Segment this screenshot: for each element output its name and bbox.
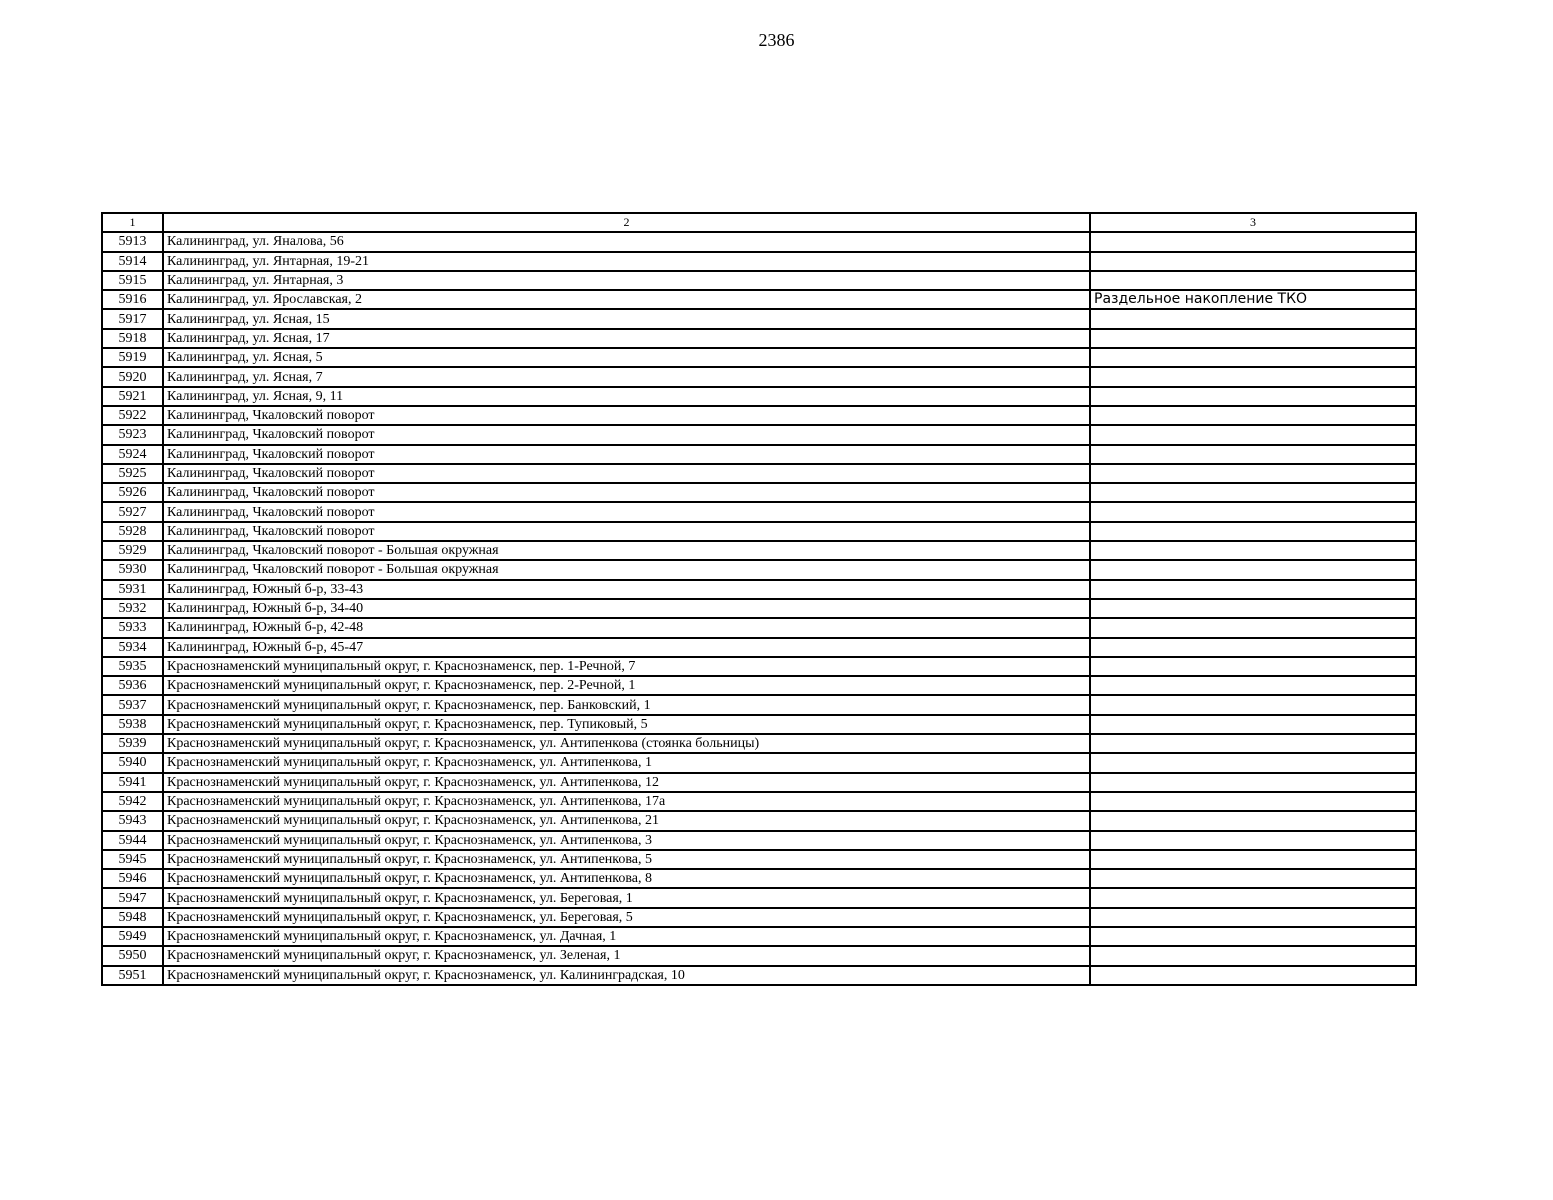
row-address: Калининград, Чкаловский поворот (163, 502, 1090, 521)
row-note (1090, 753, 1416, 772)
row-note (1090, 464, 1416, 483)
table-row (102, 502, 1416, 521)
row-number: 5948 (102, 908, 163, 927)
row-address: Калининград, ул. Ясная, 7 (163, 367, 1090, 386)
row-number: 5944 (102, 831, 163, 850)
row-number: 5947 (102, 888, 163, 907)
row-address: Краснознаменский муниципальный округ, г. Краснознаменск, ул. Антипенкова, 12 (163, 773, 1090, 792)
row-address: Калининград, Чкаловский поворот (163, 464, 1090, 483)
row-note (1090, 425, 1416, 444)
row-address: Калининград, ул. Ярославская, 2 (163, 290, 1090, 309)
row-number: 5919 (102, 348, 163, 367)
row-address: Калининград, ул. Яналова, 56 (163, 232, 1090, 251)
table-row (102, 908, 1416, 927)
row-number: 5933 (102, 618, 163, 637)
table-row (102, 811, 1416, 830)
row-address: Краснознаменский муниципальный округ, г. Краснознаменск, ул. Зеленая, 1 (163, 946, 1090, 965)
row-note (1090, 927, 1416, 946)
table-row (102, 445, 1416, 464)
row-address: Калининград, Чкаловский поворот (163, 425, 1090, 444)
row-note (1090, 618, 1416, 637)
row-address: Калининград, ул. Ясная, 17 (163, 329, 1090, 348)
row-number: 5920 (102, 367, 163, 386)
row-number: 5951 (102, 966, 163, 985)
row-note (1090, 773, 1416, 792)
table-header-row (102, 213, 1416, 232)
row-number: 5950 (102, 946, 163, 965)
row-number: 5946 (102, 869, 163, 888)
row-address: Калининград, Чкаловский поворот - Большая окружная (163, 560, 1090, 579)
row-number: 5917 (102, 309, 163, 328)
row-number: 5930 (102, 560, 163, 579)
row-address: Краснознаменский муниципальный округ, г. Краснознаменск, пер. 2-Речной, 1 (163, 676, 1090, 695)
row-note (1090, 502, 1416, 521)
row-number: 5928 (102, 522, 163, 541)
table-row (102, 888, 1416, 907)
row-address: Краснознаменский муниципальный округ, г. Краснознаменск, ул. Дачная, 1 (163, 927, 1090, 946)
row-note (1090, 580, 1416, 599)
row-address: Калининград, Чкаловский поворот (163, 483, 1090, 502)
row-number: 5916 (102, 290, 163, 309)
row-note (1090, 387, 1416, 406)
row-number: 5939 (102, 734, 163, 753)
row-note (1090, 715, 1416, 734)
row-note (1090, 888, 1416, 907)
table-row (102, 676, 1416, 695)
row-number: 5925 (102, 464, 163, 483)
row-number: 5932 (102, 599, 163, 618)
table-row (102, 348, 1416, 367)
row-number: 5918 (102, 329, 163, 348)
row-number: 5922 (102, 406, 163, 425)
table-row (102, 271, 1416, 290)
row-number: 5923 (102, 425, 163, 444)
page-number: 2386 (758, 30, 795, 50)
table-row (102, 309, 1416, 328)
row-address: Калининград, Южный б-р, 42-48 (163, 618, 1090, 637)
row-note (1090, 522, 1416, 541)
row-address: Калининград, ул. Ясная, 15 (163, 309, 1090, 328)
row-note (1090, 908, 1416, 927)
row-address: Калининград, ул. Ясная, 9, 11 (163, 387, 1090, 406)
row-number: 5921 (102, 387, 163, 406)
row-note (1090, 850, 1416, 869)
table-row (102, 869, 1416, 888)
table-row (102, 541, 1416, 560)
row-note (1090, 811, 1416, 830)
table-row (102, 425, 1416, 444)
table-row (102, 695, 1416, 714)
row-address: Калининград, Чкаловский поворот - Большая окружная (163, 541, 1090, 560)
row-number: 5940 (102, 753, 163, 772)
table-row (102, 406, 1416, 425)
table-row (102, 560, 1416, 579)
row-note (1090, 483, 1416, 502)
table-row (102, 715, 1416, 734)
row-number: 5924 (102, 445, 163, 464)
row-number: 5936 (102, 676, 163, 695)
row-address: Краснознаменский муниципальный округ, г. Краснознаменск, ул. Антипенкова, 8 (163, 869, 1090, 888)
table-row (102, 290, 1416, 309)
table-row (102, 638, 1416, 657)
row-address: Калининград, Южный б-р, 45-47 (163, 638, 1090, 657)
table-row (102, 657, 1416, 676)
table-row (102, 792, 1416, 811)
table-row (102, 831, 1416, 850)
row-note (1090, 599, 1416, 618)
table-row (102, 773, 1416, 792)
row-address: Краснознаменский муниципальный округ, г. Краснознаменск, ул. Антипенкова, 5 (163, 850, 1090, 869)
row-address: Краснознаменский муниципальный округ, г. Краснознаменск, ул. Антипенкова, 17а (163, 792, 1090, 811)
row-number: 5943 (102, 811, 163, 830)
row-address: Краснознаменский муниципальный округ, г. Краснознаменск, ул. Антипенкова (стоянка больницы) (163, 734, 1090, 753)
row-note (1090, 367, 1416, 386)
row-number: 5935 (102, 657, 163, 676)
row-note (1090, 271, 1416, 290)
row-address: Калининград, Чкаловский поворот (163, 445, 1090, 464)
row-address: Калининград, ул. Янтарная, 3 (163, 271, 1090, 290)
row-number: 5942 (102, 792, 163, 811)
table-row (102, 522, 1416, 541)
row-note (1090, 695, 1416, 714)
row-note (1090, 232, 1416, 251)
row-note (1090, 676, 1416, 695)
table-row (102, 850, 1416, 869)
table-row (102, 966, 1416, 985)
row-address: Краснознаменский муниципальный округ, г. Краснознаменск, ул. Антипенкова, 3 (163, 831, 1090, 850)
table-row (102, 329, 1416, 348)
row-number: 5949 (102, 927, 163, 946)
row-number: 5927 (102, 502, 163, 521)
row-address: Краснознаменский муниципальный округ, г. Краснознаменск, ул. Калининградская, 10 (163, 966, 1090, 985)
column-header-note: 3 (1090, 213, 1416, 232)
row-note (1090, 406, 1416, 425)
row-address: Краснознаменский муниципальный округ, г. Краснознаменск, ул. Антипенкова, 1 (163, 753, 1090, 772)
row-number: 5915 (102, 271, 163, 290)
registry-table (101, 212, 1417, 986)
column-header-number: 1 (102, 213, 163, 232)
column-header-address: 2 (163, 213, 1090, 232)
row-address: Калининград, ул. Ясная, 5 (163, 348, 1090, 367)
row-note (1090, 638, 1416, 657)
table-row (102, 232, 1416, 251)
row-number: 5938 (102, 715, 163, 734)
table-row (102, 753, 1416, 772)
row-address: Калининград, Южный б-р, 34-40 (163, 599, 1090, 618)
row-note (1090, 946, 1416, 965)
row-note (1090, 869, 1416, 888)
row-address: Калининград, Чкаловский поворот (163, 406, 1090, 425)
row-address: Краснознаменский муниципальный округ, г. Краснознаменск, ул. Антипенкова, 21 (163, 811, 1090, 830)
row-note (1090, 309, 1416, 328)
row-note (1090, 252, 1416, 271)
row-note (1090, 329, 1416, 348)
row-address: Калининград, Чкаловский поворот (163, 522, 1090, 541)
table-row (102, 618, 1416, 637)
table-row (102, 927, 1416, 946)
table-row (102, 734, 1416, 753)
row-note (1090, 445, 1416, 464)
row-address: Краснознаменский муниципальный округ, г. Краснознаменск, ул. Береговая, 1 (163, 888, 1090, 907)
row-number: 5926 (102, 483, 163, 502)
row-number: 5937 (102, 695, 163, 714)
row-note (1090, 734, 1416, 753)
table-row (102, 946, 1416, 965)
row-note (1090, 541, 1416, 560)
table-body (102, 232, 1416, 985)
row-number: 5931 (102, 580, 163, 599)
row-number: 5929 (102, 541, 163, 560)
row-address: Краснознаменский муниципальный округ, г. Краснознаменск, пер. 1-Речной, 7 (163, 657, 1090, 676)
row-note (1090, 966, 1416, 985)
row-address: Калининград, Южный б-р, 33-43 (163, 580, 1090, 599)
row-number: 5945 (102, 850, 163, 869)
row-note (1090, 792, 1416, 811)
table-row (102, 252, 1416, 271)
row-number: 5941 (102, 773, 163, 792)
row-address: Краснознаменский муниципальный округ, г. Краснознаменск, пер. Тупиковый, 5 (163, 715, 1090, 734)
table-row (102, 367, 1416, 386)
table-row (102, 387, 1416, 406)
row-note (1090, 560, 1416, 579)
row-address: Калининград, ул. Янтарная, 19-21 (163, 252, 1090, 271)
table-row (102, 580, 1416, 599)
row-address: Краснознаменский муниципальный округ, г. Краснознаменск, пер. Банковский, 1 (163, 695, 1090, 714)
row-note (1090, 831, 1416, 850)
table-row (102, 483, 1416, 502)
row-number: 5913 (102, 232, 163, 251)
row-note (1090, 657, 1416, 676)
table-row (102, 599, 1416, 618)
row-address: Краснознаменский муниципальный округ, г. Краснознаменск, ул. Береговая, 5 (163, 908, 1090, 927)
row-number: 5934 (102, 638, 163, 657)
row-note (1090, 348, 1416, 367)
table-row (102, 464, 1416, 483)
row-number: 5914 (102, 252, 163, 271)
row-note: Раздельное накопление ТКО (1090, 290, 1416, 309)
